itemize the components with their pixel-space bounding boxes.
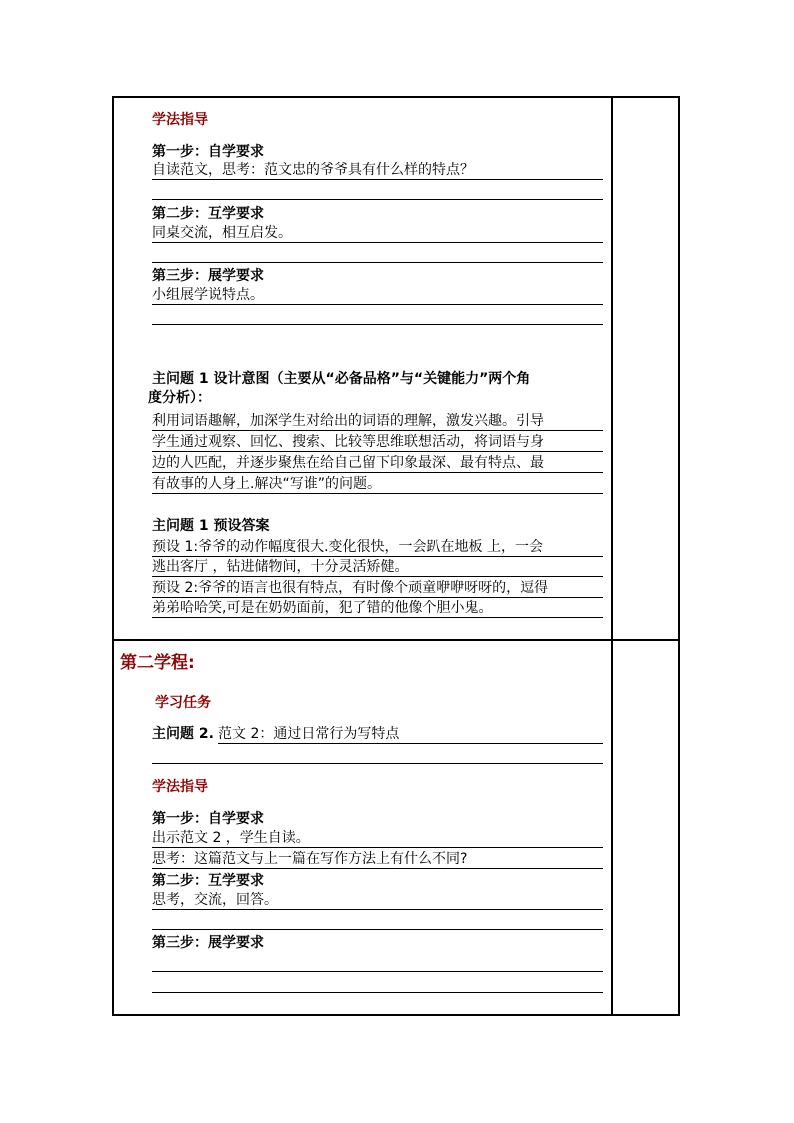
underline (152, 262, 603, 263)
intent-line: 利用词语趣解，加深学生对给出的词语的理解，激发兴趣。引导 (152, 413, 544, 429)
underline (152, 597, 603, 598)
step1-label-2: 第一步：自学要求 (152, 811, 264, 827)
underline (152, 929, 603, 930)
step2-label: 第二步：互学要求 (152, 206, 264, 222)
intent-line: 有故事的人身上.解决“写谁”的问题。 (152, 476, 381, 492)
step1-line: 出示范文 2 ，学生自读。 (152, 830, 310, 846)
main-question-2-label: 主问题 2. (152, 726, 214, 742)
underline (152, 451, 603, 452)
learning-task-title: 学习任务 (155, 695, 211, 711)
underline (152, 847, 603, 848)
column-divider (611, 98, 613, 1014)
step3-label-2: 第三步：展学要求 (152, 935, 264, 951)
row-divider (114, 639, 678, 641)
step2-label-2: 第二步：互学要求 (152, 873, 264, 889)
step2-text: 同桌交流，相互启发。 (152, 225, 292, 241)
preset-answer-title: 主问题 1 预设答案 (152, 518, 270, 534)
design-intent-title-cont: 度分析）： (148, 390, 211, 406)
step1-line: 思考：这篇范文与上一篇在写作方法上有什么不同? (152, 851, 468, 867)
step3-text: 小组展学说特点。 (152, 287, 264, 303)
underline (152, 493, 603, 494)
answer-line: 逃出客厅 ，钻进储物间，十分灵活矫健。 (152, 559, 409, 575)
underline (152, 868, 603, 869)
method-guidance-title: 学法指导 (152, 112, 208, 128)
underline (152, 179, 603, 180)
underline (152, 992, 603, 993)
intent-line: 学生通过观察、回忆、搜索、比较等思维联想活动，将词语与身 (152, 434, 544, 450)
underline (152, 199, 603, 200)
underline (152, 617, 603, 618)
underline (152, 472, 603, 473)
underline (152, 430, 603, 431)
method-guidance-title-2: 学法指导 (152, 779, 208, 795)
answer-line: 预设 2:爷爷的语言也很有特点，有时像个顽童咿咿呀呀的，逗得 (152, 580, 549, 596)
main-question-2-text: 范文 2：通过日常行为写特点 (218, 726, 400, 742)
answer-line: 弟弟哈哈笑,可是在奶奶面前，犯了错的他像个胆小鬼。 (152, 600, 493, 616)
section-heading: 第二学程: (120, 653, 195, 673)
underline (152, 304, 603, 305)
design-intent-title: 主问题 1 设计意图（主要从“必备品格”与“关键能力”两个角 (152, 371, 531, 387)
answer-line: 预设 1:爷爷的动作幅度很大.变化很快，一会趴在地板 上，一会 (152, 539, 543, 555)
underline (152, 576, 603, 577)
step3-label: 第三步：展学要求 (152, 268, 264, 284)
intent-line: 边的人匹配，并逐步聚焦在给自己留下印象最深、最有特点、最 (152, 455, 544, 471)
step1-text: 自读范文，思考：范文忠的爷爷具有什么样的特点？ (152, 162, 474, 178)
underline (152, 556, 603, 557)
underline (152, 242, 603, 243)
underline (218, 743, 603, 744)
step1-label: 第一步：自学要求 (152, 144, 264, 160)
underline (152, 324, 603, 325)
step2-text-2: 思考，交流，回答。 (152, 892, 278, 908)
underline (152, 763, 603, 764)
underline (152, 971, 603, 972)
underline (152, 909, 603, 910)
